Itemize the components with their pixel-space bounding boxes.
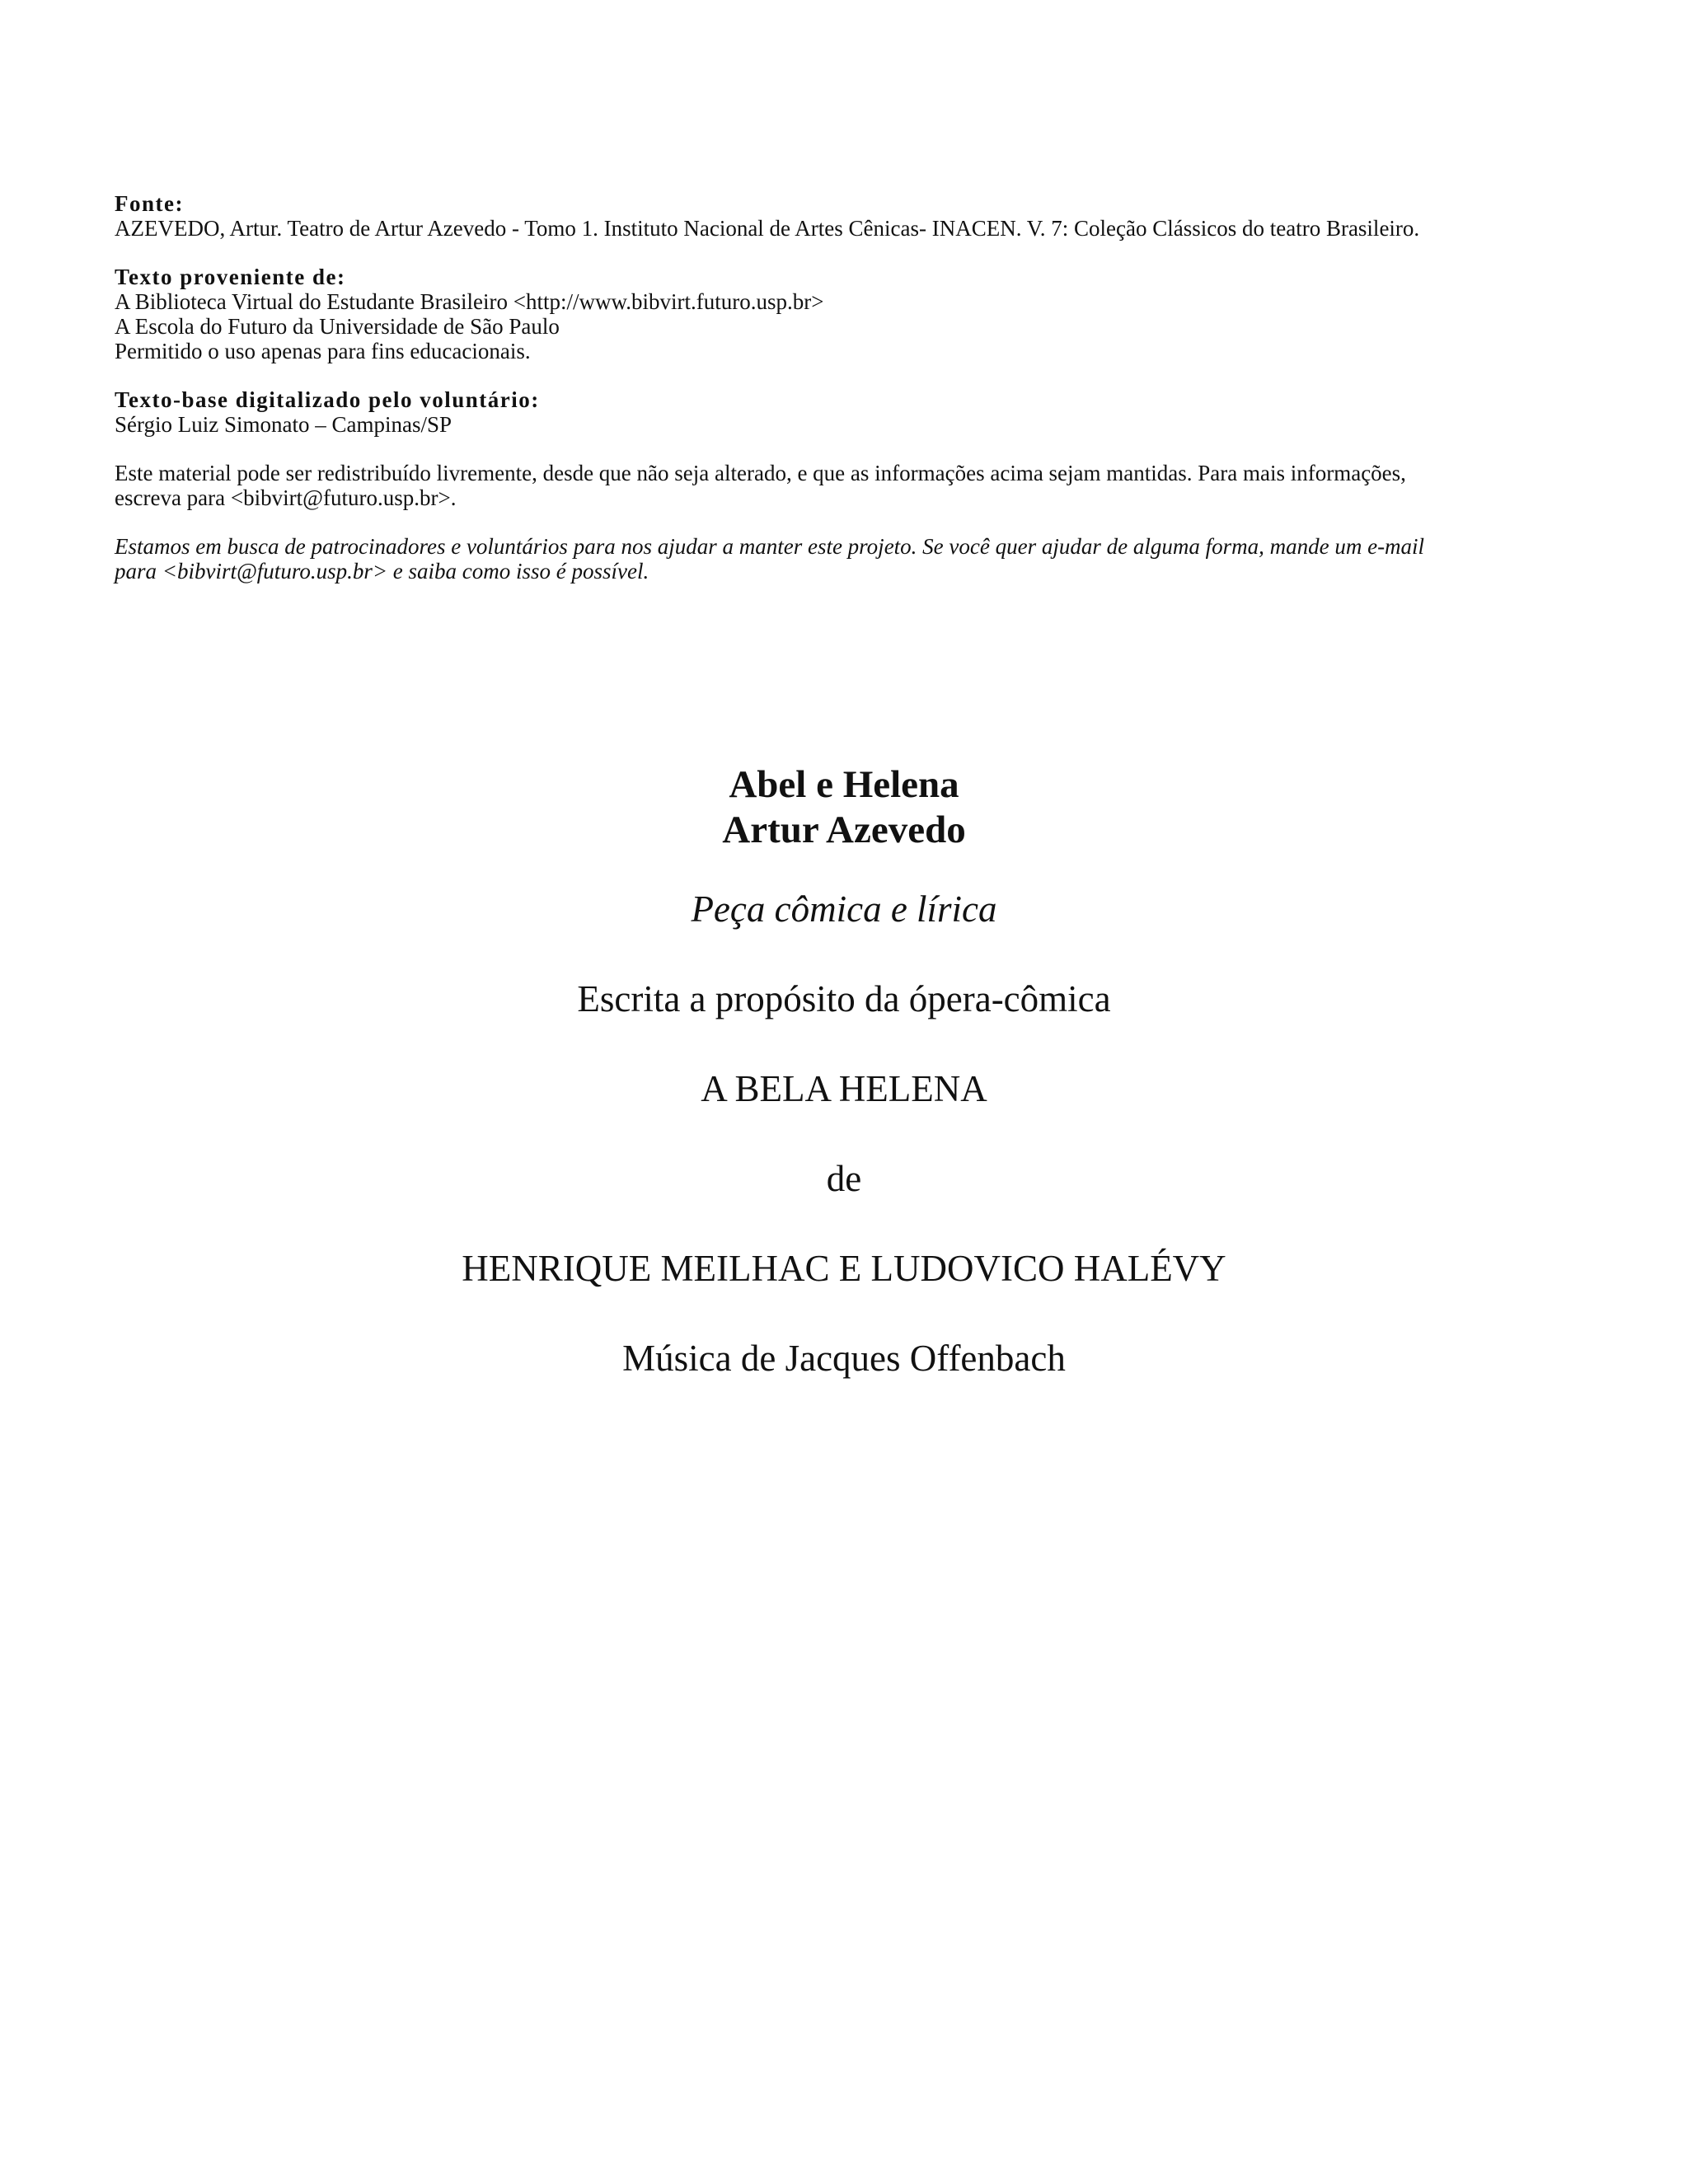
- notice-line: escreva para <bibvirt@futuro.usp.br>.: [115, 485, 457, 510]
- work-title: Abel e Helena: [729, 763, 959, 806]
- written-about: Escrita a propósito da ópera-cômica: [577, 978, 1111, 1019]
- source-label: Fonte:: [115, 191, 184, 216]
- appeal-line: para <bibvirt@futuro.usp.br> e saiba como isso é possível.: [115, 559, 649, 583]
- appeal-block: [115, 534, 1466, 583]
- work-subtitle: Peça cômica e lírica: [691, 888, 997, 930]
- source-text: AZEVEDO, Artur. Teatro de Artur Azevedo - Tomo 1. Instituto Nacional de Artes Cênicas- INACEN. V. 7: Coleção Clássicos do teatro Brasileiro.: [115, 216, 1420, 241]
- notice-line: Este material pode ser redistribuído livremente, desde que não seja alterado, e que as informações acima sejam mantidas. Para mais informações,: [115, 461, 1406, 485]
- digitized-label: Texto-base digitalizado pelo voluntário:: [115, 387, 540, 412]
- music-credit: Música de Jacques Offenbach: [622, 1338, 1066, 1379]
- front-matter: [115, 191, 1466, 607]
- origin-block: [115, 265, 1466, 363]
- digitized-block: [115, 387, 1466, 437]
- digitized-text: Sérgio Luiz Simonato – Campinas/SP: [115, 412, 452, 437]
- source-block: [115, 191, 1466, 241]
- librettists: HENRIQUE MEILHAC E LUDOVICO HALÉVY: [462, 1248, 1226, 1289]
- origin-label: Texto proveniente de:: [115, 265, 346, 289]
- origin-line: A Biblioteca Virtual do Estudante Brasileiro <http://www.bibvirt.futuro.usp.br>: [115, 289, 824, 314]
- appeal-line: Estamos em busca de patrocinadores e voluntários para nos ajudar a manter este projeto. Se você quer ajudar de alguma forma, mande um e-mail: [115, 534, 1425, 559]
- notice-block: [115, 461, 1466, 510]
- origin-line: Permitido o uso apenas para fins educacionais.: [115, 339, 531, 363]
- title-page: [0, 762, 1688, 1380]
- origin-line: A Escola do Futuro da Universidade de São Paulo: [115, 314, 560, 339]
- work-author: Artur Azevedo: [722, 808, 966, 851]
- opera-title: A BELA HELENA: [701, 1068, 987, 1109]
- by-word: de: [826, 1158, 862, 1199]
